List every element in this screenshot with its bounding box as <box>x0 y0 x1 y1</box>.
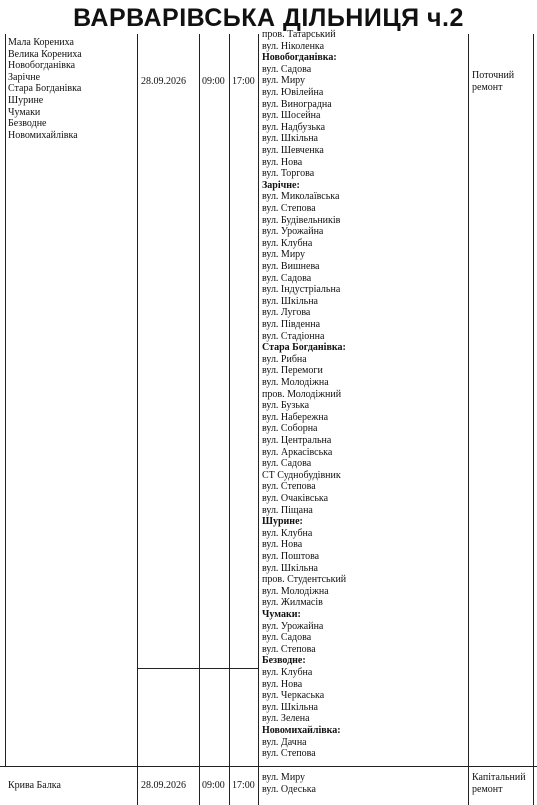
settlement-name: Новомихайлівка <box>8 129 78 141</box>
end-time: 17:00 <box>232 780 255 791</box>
street-name: вул. Ніколенка <box>262 40 325 52</box>
settlement-name: Чумаки <box>8 106 41 118</box>
street-name: вул. Садова <box>262 632 312 644</box>
street-name: вул. Шкільна <box>262 133 318 145</box>
street-name: вул. Клубна <box>262 667 313 678</box>
street-name: вул. Будівельників <box>262 214 341 226</box>
street-name: вул. Шосейна <box>262 110 321 122</box>
street-name: вул. Зелена <box>262 713 310 725</box>
street-name: вул. Очаківська <box>262 493 329 504</box>
street-name: вул. Ювілейна <box>262 87 324 98</box>
col-border-start <box>229 34 230 805</box>
street-name: СТ Суднобудівник <box>262 469 341 481</box>
village-heading: Новомихайлівка: <box>262 725 341 736</box>
street-name: вул. Дачна <box>262 736 307 748</box>
street-name: вул. Степова <box>262 643 316 655</box>
street-name: пров. Студентський <box>262 574 347 586</box>
page-break-line <box>137 668 259 669</box>
street-name: вул. Садова <box>262 63 312 75</box>
settlement-name: Велика Корениха <box>8 48 82 60</box>
village-heading: Чумаки: <box>262 609 301 620</box>
street-name: вул. Стадіонна <box>262 330 325 342</box>
street-name: вул. Степова <box>262 748 316 760</box>
village-heading: Зарічне: <box>262 179 300 191</box>
street-name: вул. Миру <box>262 772 306 783</box>
settlement-name: Шурине <box>8 94 44 106</box>
col-border-date <box>199 34 200 805</box>
street-name: вул. Набережна <box>262 411 329 423</box>
street-name: вул. Піщана <box>262 504 313 516</box>
street-name: пров. Татарський <box>262 29 336 40</box>
col-border-end <box>258 34 259 805</box>
street-name: вул. Урожайна <box>262 226 324 238</box>
street-name: вул. Виноградна <box>262 98 332 110</box>
street-name: вул. Поштова <box>262 551 320 562</box>
street-name: вул. Рибна <box>262 353 307 365</box>
col-border-right <box>533 34 534 805</box>
street-name: вул. Перемоги <box>262 365 323 377</box>
street-name: вул. Шкільна <box>262 701 318 713</box>
outage-date: 28.09.2026 <box>141 780 186 791</box>
street-name: вул. Садова <box>262 458 312 470</box>
row-divider <box>0 766 537 767</box>
page-title: ВАРВАРІВСЬКА ДІЛЬНИЦЯ ч.2 <box>73 4 464 32</box>
start-time: 09:00 <box>202 780 225 791</box>
work-type: Капітальний ремонт <box>472 772 526 795</box>
street-name: вул. Аркасівська <box>262 446 333 458</box>
street-name: вул. Лугова <box>262 307 311 319</box>
street-name: вул. Торгова <box>262 168 315 180</box>
street-name: вул. Черкаська <box>262 690 325 702</box>
street-name: вул. Індустріальна <box>262 284 341 296</box>
settlement-name: Крива Балка <box>8 780 61 791</box>
col-border-streets <box>468 34 469 805</box>
settlements-list <box>8 37 82 141</box>
street-name: вул. Шкільна <box>262 295 318 307</box>
street-name: вул. Південна <box>262 319 321 330</box>
settlement-name: Новобогданівка <box>8 60 76 72</box>
settlement-name: Безводне <box>8 118 47 130</box>
street-name: вул. Миру <box>262 75 306 87</box>
street-name: вул. Миру <box>262 249 306 261</box>
street-name: вул. Бузька <box>262 400 310 412</box>
street-name: вул. Клубна <box>262 237 313 249</box>
street-name: вул. Миколаївська <box>262 191 340 203</box>
street-name: вул. Соборна <box>262 423 318 435</box>
street-name: вул. Молодіжна <box>262 377 329 388</box>
village-heading: Безводне: <box>262 655 306 667</box>
end-time: 17:00 <box>232 76 255 87</box>
village-heading: Стара Богданівка: <box>262 342 346 354</box>
col-border-settlement <box>137 34 138 805</box>
street-name: вул. Урожайна <box>262 620 324 632</box>
street-name: вул. Клубна <box>262 527 313 539</box>
street-name: вул. Садова <box>262 272 312 284</box>
street-name: вул. Вишнева <box>262 261 320 272</box>
street-name: вул. Жилмасів <box>262 597 323 609</box>
village-heading: Новобогданівка: <box>262 52 337 64</box>
street-name: вул. Нова <box>262 678 303 690</box>
settlement-name: Зарічне <box>8 71 41 83</box>
street-name: вул. Шкільна <box>262 562 318 574</box>
settlement-name: Мала Корениха <box>8 37 74 48</box>
street-name: вул. Шевченка <box>262 145 324 156</box>
street-name: вул. Одеська <box>262 784 316 795</box>
street-name: вул. Центральна <box>262 435 332 446</box>
street-name: вул. Нова <box>262 539 303 551</box>
outage-date: 28.09.2026 <box>141 76 186 87</box>
street-name: вул. Нова <box>262 156 303 168</box>
street-name: вул. Степова <box>262 481 316 493</box>
street-name: вул. Степова <box>262 203 316 214</box>
street-name: пров. Молодіжний <box>262 388 342 400</box>
work-type: Поточний ремонт <box>472 70 515 93</box>
settlement-name: Стара Богданівка <box>8 83 82 95</box>
col-border-left <box>5 34 6 766</box>
street-name: вул. Молодіжна <box>262 585 329 597</box>
street-name: вул. Надбузька <box>262 121 326 133</box>
start-time: 09:00 <box>202 76 225 87</box>
village-heading: Шурине: <box>262 516 303 528</box>
